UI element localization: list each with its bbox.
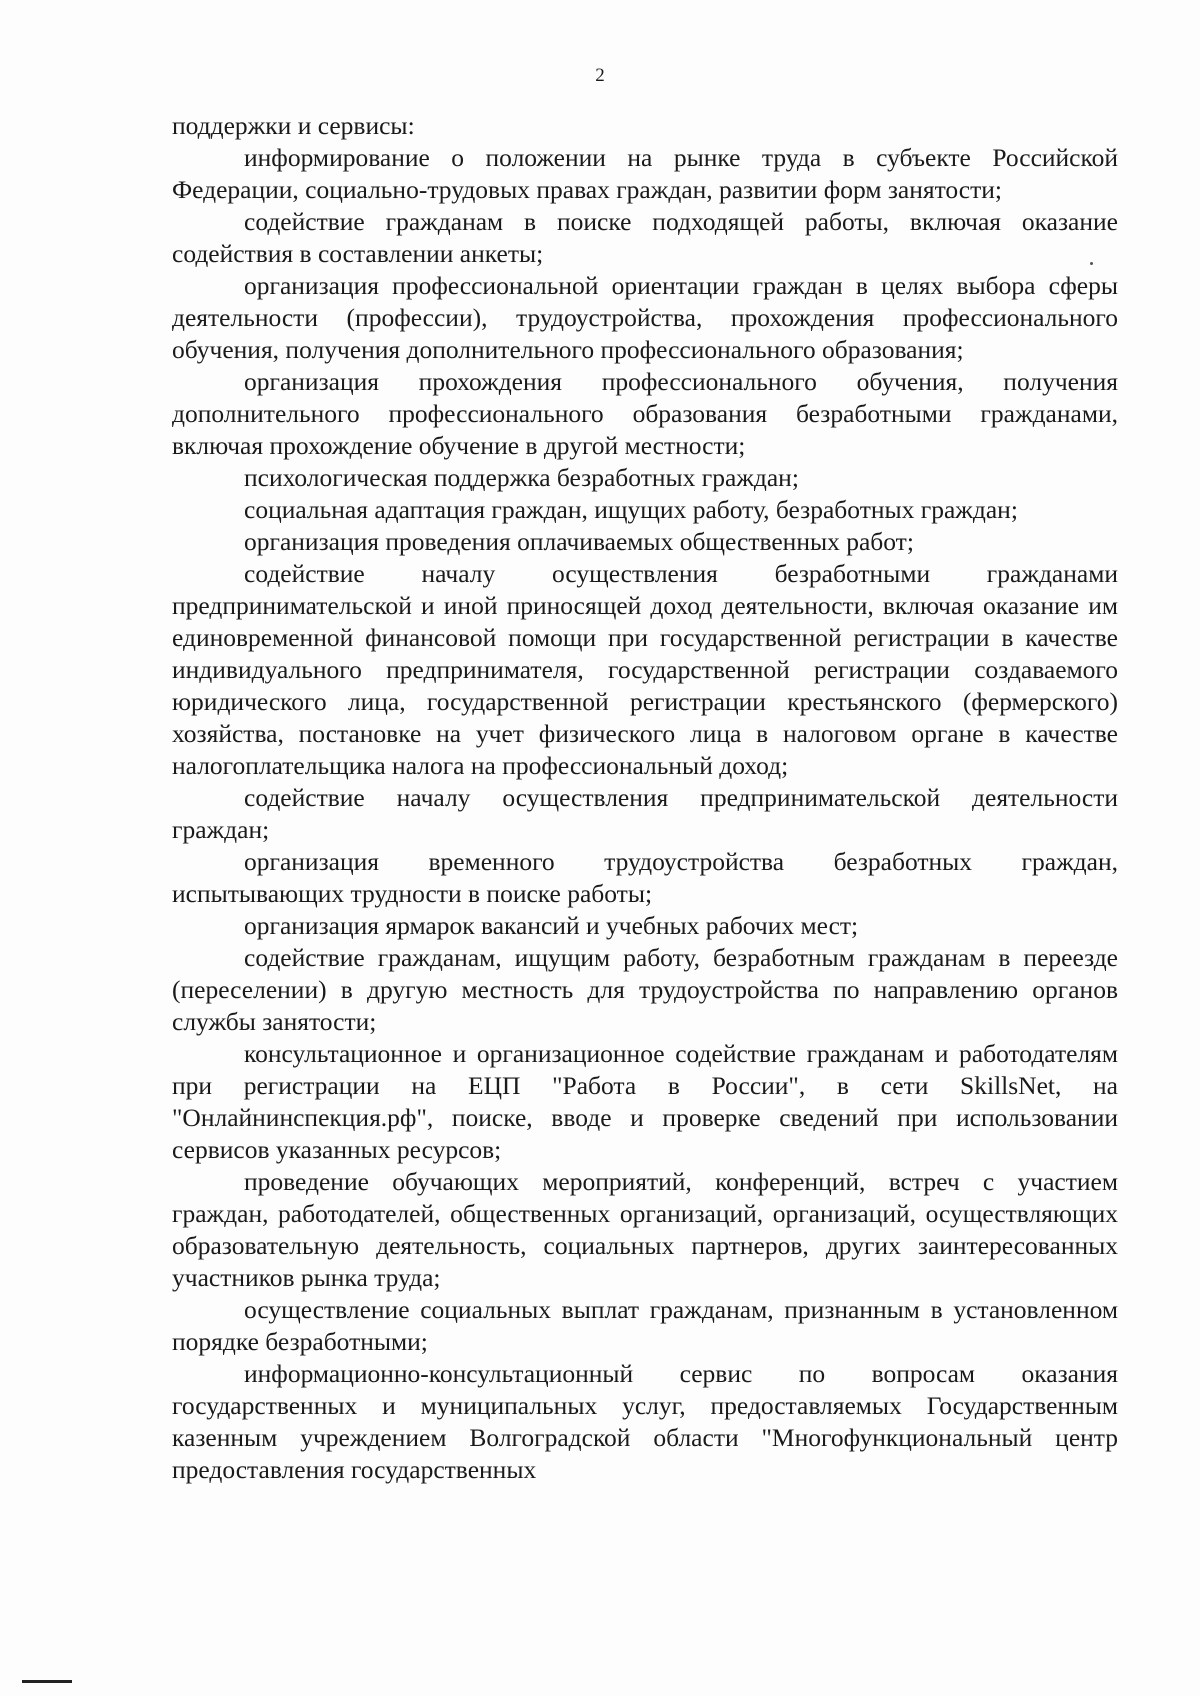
paragraph-2: информирование о положении на рынке труда в субъекте Российской Федерации, социально-трудовых правах граждан, развитии форм занятости; [172, 143, 1118, 204]
paragraph-12: организация ярмарок вакансий и учебных рабочих мест; [244, 911, 859, 940]
paragraph-5: организация прохождения профессионального обучения, получения дополнительного профессионального образования безработными гражданами, включая прохождение обучение в другой местности; [172, 367, 1118, 460]
scan-artifact-dot [1090, 262, 1093, 265]
paragraph-17: информационно-консультационный сервис по вопросам оказания государственных и муниципальных услуг, предоставляемых Государственным казенным учреждением Волгоградской области "Многофункциональный центр предоставления государственных [172, 1359, 1118, 1484]
paragraph-9: содействие началу осуществления безработными гражданами предпринимательской и иной приносящей доход деятельности, включая оказание им единовременной финансовой помощи при государственной регистрации в качестве индивидуального предпринимателя, государственной регистрации создаваемого юридического лица, государственной регистрации крестьянского (фермерского) хозяйства, постановке на учет физического лица в налоговом органе в качестве налогоплательщика налога на профессиональный доход; [172, 559, 1118, 780]
paragraph-14: консультационное и организационное содействие гражданам и работодателям при регистрации на ЕЦП "Работа в России", в сети SkillsNet, на "Онлайнинспекция.рф", поиске, вводе и проверке сведений при использовании сервисов указанных ресурсов; [172, 1039, 1118, 1164]
paragraph-4: организация профессиональной ориентации граждан в целях выбора сферы деятельности (профессии), трудоустройства, прохождения профессионального обучения, получения дополнительного профессионального образования; [172, 271, 1118, 364]
paragraph-6: психологическая поддержка безработных граждан; [244, 463, 799, 492]
paragraph-13: содействие гражданам, ищущим работу, безработным гражданам в переезде (переселении) в другую местность для трудоустройства по направлению органов службы занятости; [172, 943, 1118, 1036]
paragraph-7: социальная адаптация граждан, ищущих работу, безработных граждан; [244, 495, 1018, 524]
paragraph-3: содействие гражданам в поиске подходящей работы, включая оказание содействия в составлении анкеты; [172, 207, 1118, 268]
page-number: 2 [595, 65, 605, 86]
paragraph-8: организация проведения оплачиваемых общественных работ; [244, 527, 914, 556]
scan-artifact-mark [22, 1680, 72, 1683]
paragraph-15: проведение обучающих мероприятий, конференций, встреч с участием граждан, работодателей, общественных организаций, организаций, осуществляющих образовательную деятельность, социальных партнеров, других заинтересованных участников рынка труда; [172, 1167, 1118, 1292]
document-body [172, 110, 1118, 1486]
paragraph-1: поддержки и сервисы: [172, 111, 415, 140]
paragraph-10: содействие началу осуществления предпринимательской деятельности граждан; [172, 783, 1118, 844]
paragraph-16: осуществление социальных выплат гражданам, признанным в установленном порядке безработными; [172, 1295, 1118, 1356]
paragraph-11: организация временного трудоустройства безработных граждан, испытывающих трудности в поиске работы; [172, 847, 1118, 908]
